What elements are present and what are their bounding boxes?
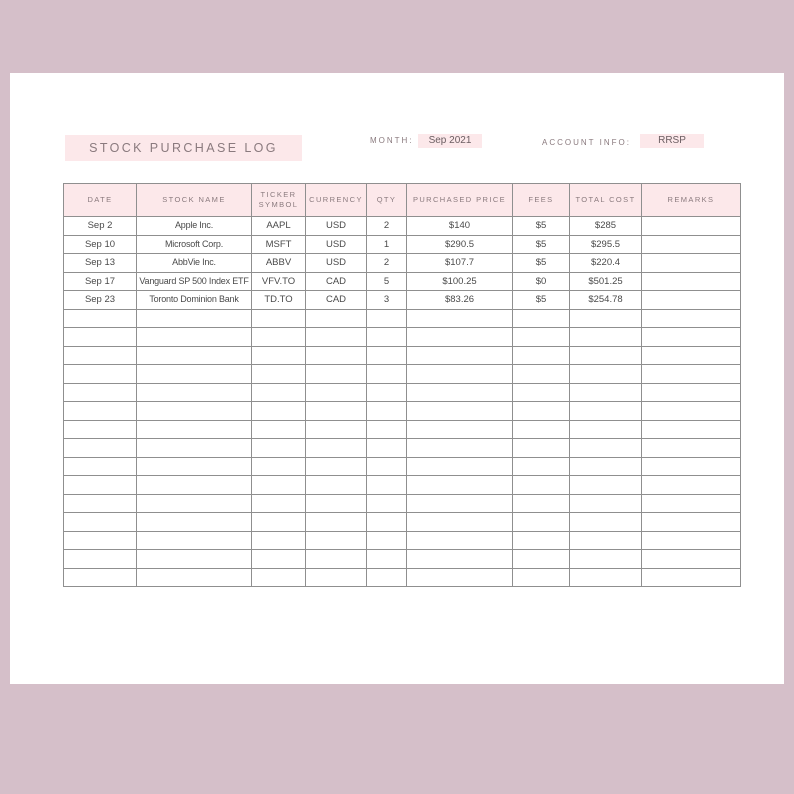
cell-total-cost[interactable]: $295.5: [570, 235, 642, 254]
account-info-field[interactable]: RRSP: [640, 134, 704, 148]
empty-cell-qty[interactable]: [367, 494, 407, 513]
empty-table-row: [64, 402, 741, 421]
empty-cell-ticker[interactable]: [252, 568, 306, 587]
empty-cell-qty[interactable]: [367, 309, 407, 328]
empty-cell-remarks[interactable]: [642, 420, 741, 439]
empty-cell-total-cost[interactable]: [570, 383, 642, 402]
empty-cell-total-cost[interactable]: [570, 309, 642, 328]
empty-cell-price[interactable]: [407, 402, 513, 421]
empty-table-row: [64, 476, 741, 495]
empty-cell-total-cost[interactable]: [570, 494, 642, 513]
empty-cell-fees[interactable]: [513, 420, 570, 439]
col-header-fees: FEES: [513, 184, 570, 217]
empty-cell-ticker[interactable]: [252, 383, 306, 402]
empty-cell-qty[interactable]: [367, 402, 407, 421]
empty-cell-ticker[interactable]: [252, 328, 306, 347]
empty-cell-stock-name[interactable]: [137, 383, 252, 402]
empty-cell-currency[interactable]: [306, 457, 367, 476]
table-body: [64, 217, 741, 587]
empty-table-row: [64, 457, 741, 476]
empty-cell-date[interactable]: [64, 476, 137, 495]
empty-cell-remarks[interactable]: [642, 383, 741, 402]
month-field[interactable]: Sep 2021: [418, 134, 482, 148]
empty-cell-currency[interactable]: [306, 531, 367, 550]
empty-cell-currency[interactable]: [306, 476, 367, 495]
empty-cell-stock-name[interactable]: [137, 513, 252, 532]
empty-cell-currency[interactable]: [306, 568, 367, 587]
cell-fees[interactable]: $5: [513, 254, 570, 273]
empty-cell-qty[interactable]: [367, 439, 407, 458]
table-row: [64, 272, 741, 291]
empty-table-row: [64, 550, 741, 569]
cell-date[interactable]: Sep 23: [64, 291, 137, 310]
empty-cell-total-cost[interactable]: [570, 346, 642, 365]
empty-cell-price[interactable]: [407, 383, 513, 402]
table-header-row: [64, 184, 741, 217]
cell-ticker[interactable]: AAPL: [252, 217, 306, 236]
empty-cell-date[interactable]: [64, 365, 137, 384]
empty-cell-remarks[interactable]: [642, 513, 741, 532]
empty-cell-price[interactable]: [407, 513, 513, 532]
empty-cell-total-cost[interactable]: [570, 439, 642, 458]
empty-cell-qty[interactable]: [367, 420, 407, 439]
empty-cell-remarks[interactable]: [642, 328, 741, 347]
cell-remarks[interactable]: [642, 272, 741, 291]
empty-cell-total-cost[interactable]: [570, 513, 642, 532]
empty-cell-date[interactable]: [64, 439, 137, 458]
empty-table-row: [64, 309, 741, 328]
empty-cell-qty[interactable]: [367, 346, 407, 365]
empty-cell-remarks[interactable]: [642, 476, 741, 495]
cell-price[interactable]: $290.5: [407, 235, 513, 254]
month-label: MONTH:: [370, 136, 414, 145]
empty-cell-stock-name[interactable]: [137, 328, 252, 347]
empty-cell-ticker[interactable]: [252, 494, 306, 513]
empty-cell-date[interactable]: [64, 568, 137, 587]
empty-cell-date[interactable]: [64, 402, 137, 421]
cell-remarks[interactable]: [642, 254, 741, 273]
empty-cell-fees[interactable]: [513, 346, 570, 365]
cell-stock-name[interactable]: Apple Inc.: [137, 217, 252, 236]
empty-cell-qty[interactable]: [367, 513, 407, 532]
empty-cell-remarks[interactable]: [642, 439, 741, 458]
empty-cell-remarks[interactable]: [642, 457, 741, 476]
empty-cell-ticker[interactable]: [252, 531, 306, 550]
empty-cell-currency[interactable]: [306, 494, 367, 513]
cell-date[interactable]: Sep 2: [64, 217, 137, 236]
empty-cell-qty[interactable]: [367, 476, 407, 495]
empty-cell-remarks[interactable]: [642, 309, 741, 328]
col-header-stock-name: STOCK NAME: [137, 184, 252, 217]
empty-cell-price[interactable]: [407, 309, 513, 328]
empty-cell-qty[interactable]: [367, 383, 407, 402]
cell-currency[interactable]: CAD: [306, 291, 367, 310]
empty-cell-total-cost[interactable]: [570, 328, 642, 347]
empty-cell-total-cost[interactable]: [570, 531, 642, 550]
empty-cell-currency[interactable]: [306, 513, 367, 532]
empty-cell-fees[interactable]: [513, 531, 570, 550]
cell-ticker[interactable]: VFV.TO: [252, 272, 306, 291]
empty-cell-qty[interactable]: [367, 328, 407, 347]
empty-cell-ticker[interactable]: [252, 476, 306, 495]
empty-cell-ticker[interactable]: [252, 346, 306, 365]
empty-cell-currency[interactable]: [306, 309, 367, 328]
empty-cell-date[interactable]: [64, 309, 137, 328]
empty-cell-currency[interactable]: [306, 365, 367, 384]
table-row: [64, 291, 741, 310]
cell-date[interactable]: Sep 13: [64, 254, 137, 273]
cell-date[interactable]: Sep 10: [64, 235, 137, 254]
empty-cell-fees[interactable]: [513, 513, 570, 532]
empty-cell-stock-name[interactable]: [137, 346, 252, 365]
cell-qty[interactable]: 2: [367, 254, 407, 273]
cell-price[interactable]: $140: [407, 217, 513, 236]
cell-qty[interactable]: 1: [367, 235, 407, 254]
log-sheet: [10, 73, 784, 684]
empty-cell-currency[interactable]: [306, 328, 367, 347]
empty-cell-date[interactable]: [64, 346, 137, 365]
cell-ticker[interactable]: TD.TO: [252, 291, 306, 310]
empty-cell-total-cost[interactable]: [570, 476, 642, 495]
empty-cell-currency[interactable]: [306, 346, 367, 365]
empty-cell-date[interactable]: [64, 550, 137, 569]
empty-cell-stock-name[interactable]: [137, 568, 252, 587]
col-header-total-cost: TOTAL COST: [570, 184, 642, 217]
empty-table-row: [64, 568, 741, 587]
cell-currency[interactable]: USD: [306, 235, 367, 254]
empty-cell-date[interactable]: [64, 420, 137, 439]
cell-stock-name[interactable]: AbbVie Inc.: [137, 254, 252, 273]
empty-cell-remarks[interactable]: [642, 531, 741, 550]
empty-table-row: [64, 365, 741, 384]
col-header-ticker-symbol: TICKER SYMBOL: [252, 184, 306, 217]
account-info-label: ACCOUNT INFO:: [542, 138, 631, 147]
empty-table-row: [64, 439, 741, 458]
empty-cell-remarks[interactable]: [642, 494, 741, 513]
table-row: [64, 217, 741, 236]
empty-table-row: [64, 531, 741, 550]
cell-stock-name[interactable]: Vanguard SP 500 Index ETF: [137, 272, 252, 291]
empty-cell-currency[interactable]: [306, 550, 367, 569]
empty-cell-ticker[interactable]: [252, 550, 306, 569]
empty-cell-currency[interactable]: [306, 402, 367, 421]
cell-total-cost[interactable]: $220.4: [570, 254, 642, 273]
empty-cell-price[interactable]: [407, 439, 513, 458]
empty-cell-total-cost[interactable]: [570, 402, 642, 421]
empty-cell-qty[interactable]: [367, 550, 407, 569]
cell-fees[interactable]: $5: [513, 217, 570, 236]
cell-fees[interactable]: $0: [513, 272, 570, 291]
empty-table-row: [64, 346, 741, 365]
empty-cell-date[interactable]: [64, 383, 137, 402]
col-header-qty: QTY: [367, 184, 407, 217]
cell-qty[interactable]: 5: [367, 272, 407, 291]
cell-date[interactable]: Sep 17: [64, 272, 137, 291]
cell-fees[interactable]: $5: [513, 235, 570, 254]
empty-cell-price[interactable]: [407, 420, 513, 439]
empty-cell-fees[interactable]: [513, 402, 570, 421]
empty-cell-fees[interactable]: [513, 365, 570, 384]
empty-cell-fees[interactable]: [513, 328, 570, 347]
empty-cell-remarks[interactable]: [642, 550, 741, 569]
empty-table-row: [64, 328, 741, 347]
empty-cell-stock-name[interactable]: [137, 457, 252, 476]
empty-cell-price[interactable]: [407, 494, 513, 513]
empty-table-row: [64, 420, 741, 439]
empty-cell-price[interactable]: [407, 365, 513, 384]
empty-cell-ticker[interactable]: [252, 402, 306, 421]
stock-purchase-table: [63, 183, 741, 587]
empty-table-row: [64, 513, 741, 532]
empty-cell-total-cost[interactable]: [570, 550, 642, 569]
empty-cell-fees[interactable]: [513, 457, 570, 476]
empty-cell-stock-name[interactable]: [137, 420, 252, 439]
cell-total-cost[interactable]: $501.25: [570, 272, 642, 291]
empty-cell-stock-name[interactable]: [137, 476, 252, 495]
empty-cell-remarks[interactable]: [642, 346, 741, 365]
empty-cell-remarks[interactable]: [642, 402, 741, 421]
empty-cell-stock-name[interactable]: [137, 402, 252, 421]
cell-currency[interactable]: USD: [306, 217, 367, 236]
cell-total-cost[interactable]: $254.78: [570, 291, 642, 310]
cell-currency[interactable]: USD: [306, 254, 367, 273]
empty-cell-currency[interactable]: [306, 383, 367, 402]
empty-cell-ticker[interactable]: [252, 513, 306, 532]
empty-cell-qty[interactable]: [367, 568, 407, 587]
cell-qty[interactable]: 3: [367, 291, 407, 310]
cell-remarks[interactable]: [642, 235, 741, 254]
cell-stock-name[interactable]: Toronto Dominion Bank: [137, 291, 252, 310]
empty-cell-date[interactable]: [64, 457, 137, 476]
empty-cell-stock-name[interactable]: [137, 531, 252, 550]
empty-cell-price[interactable]: [407, 568, 513, 587]
col-header-currency: CURRENCY: [306, 184, 367, 217]
col-header-purchased-price: PURCHASED PRICE: [407, 184, 513, 217]
empty-cell-stock-name[interactable]: [137, 494, 252, 513]
cell-remarks[interactable]: [642, 217, 741, 236]
cell-stock-name[interactable]: Microsoft Corp.: [137, 235, 252, 254]
empty-cell-stock-name[interactable]: [137, 439, 252, 458]
empty-cell-date[interactable]: [64, 531, 137, 550]
empty-cell-stock-name[interactable]: [137, 365, 252, 384]
empty-cell-fees[interactable]: [513, 439, 570, 458]
empty-cell-date[interactable]: [64, 328, 137, 347]
empty-cell-date[interactable]: [64, 494, 137, 513]
empty-cell-total-cost[interactable]: [570, 365, 642, 384]
cell-ticker[interactable]: MSFT: [252, 235, 306, 254]
empty-cell-qty[interactable]: [367, 365, 407, 384]
cell-fees[interactable]: $5: [513, 291, 570, 310]
empty-cell-ticker[interactable]: [252, 365, 306, 384]
empty-cell-fees[interactable]: [513, 383, 570, 402]
empty-cell-price[interactable]: [407, 531, 513, 550]
empty-cell-fees[interactable]: [513, 550, 570, 569]
empty-cell-ticker[interactable]: [252, 457, 306, 476]
cell-ticker[interactable]: ABBV: [252, 254, 306, 273]
empty-cell-ticker[interactable]: [252, 309, 306, 328]
empty-cell-qty[interactable]: [367, 531, 407, 550]
cell-price[interactable]: $100.25: [407, 272, 513, 291]
table-row: [64, 235, 741, 254]
empty-cell-stock-name[interactable]: [137, 550, 252, 569]
empty-cell-ticker[interactable]: [252, 439, 306, 458]
col-header-date: DATE: [64, 184, 137, 217]
empty-cell-price[interactable]: [407, 550, 513, 569]
empty-cell-fees[interactable]: [513, 568, 570, 587]
empty-cell-total-cost[interactable]: [570, 568, 642, 587]
cell-price[interactable]: $107.7: [407, 254, 513, 273]
cell-total-cost[interactable]: $285: [570, 217, 642, 236]
empty-cell-currency[interactable]: [306, 439, 367, 458]
empty-table-row: [64, 383, 741, 402]
empty-table-row: [64, 494, 741, 513]
col-header-remarks: REMARKS: [642, 184, 741, 217]
cell-remarks[interactable]: [642, 291, 741, 310]
empty-cell-date[interactable]: [64, 513, 137, 532]
empty-cell-price[interactable]: [407, 346, 513, 365]
page-title: STOCK PURCHASE LOG: [65, 135, 302, 161]
empty-cell-remarks[interactable]: [642, 365, 741, 384]
empty-cell-fees[interactable]: [513, 476, 570, 495]
empty-cell-price[interactable]: [407, 457, 513, 476]
table-row: [64, 254, 741, 273]
empty-cell-price[interactable]: [407, 328, 513, 347]
empty-cell-price[interactable]: [407, 476, 513, 495]
cell-currency[interactable]: CAD: [306, 272, 367, 291]
empty-cell-fees[interactable]: [513, 309, 570, 328]
empty-cell-remarks[interactable]: [642, 568, 741, 587]
empty-cell-total-cost[interactable]: [570, 457, 642, 476]
empty-cell-qty[interactable]: [367, 457, 407, 476]
empty-cell-currency[interactable]: [306, 420, 367, 439]
empty-cell-ticker[interactable]: [252, 420, 306, 439]
empty-cell-total-cost[interactable]: [570, 420, 642, 439]
empty-cell-stock-name[interactable]: [137, 309, 252, 328]
cell-price[interactable]: $83.26: [407, 291, 513, 310]
cell-qty[interactable]: 2: [367, 217, 407, 236]
empty-cell-fees[interactable]: [513, 494, 570, 513]
